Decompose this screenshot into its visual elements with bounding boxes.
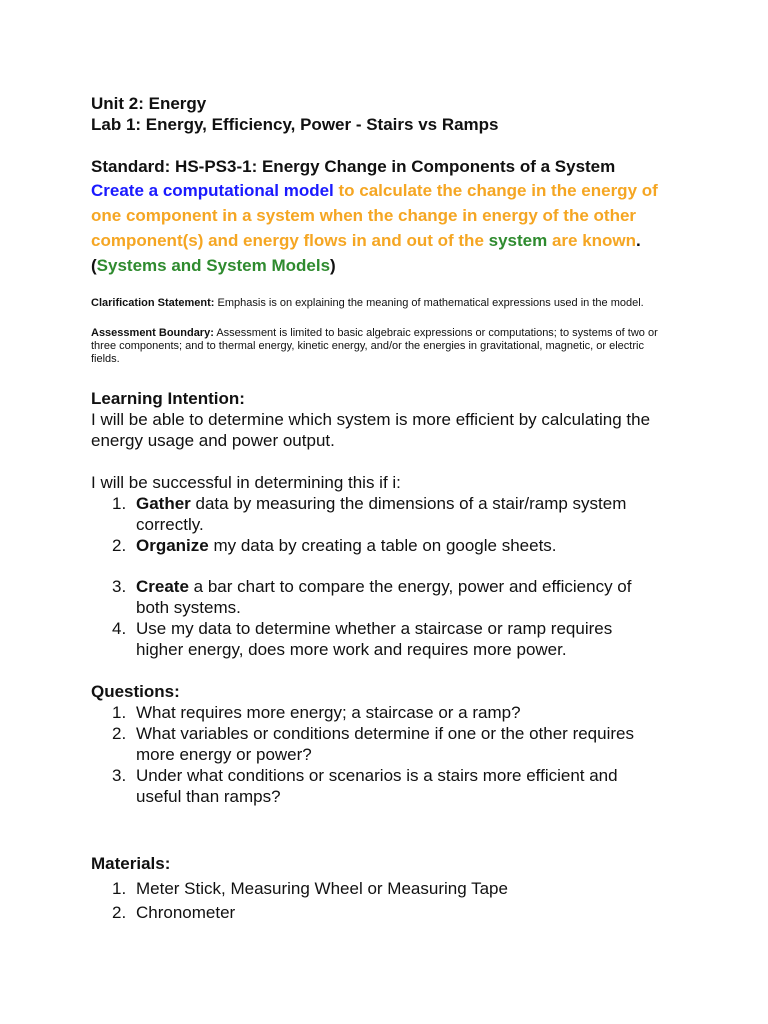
success-criteria-list-continued xyxy=(91,576,681,660)
assessment-text-3: fields. xyxy=(91,353,120,365)
standard-dci-text-3: component(s) and energy flows in and out of the xyxy=(91,231,489,250)
questions-list xyxy=(91,702,681,807)
list-item: 1. Gather data by measuring the dimensions of a stair/ramp system correctly. xyxy=(112,494,627,534)
clarification-statement xyxy=(91,297,691,310)
standard-statement xyxy=(91,178,701,278)
lab-title: Lab 1: Energy, Efficiency, Power - Stairs vs Ramps xyxy=(91,115,499,134)
standard-dci-text-1: to calculate the change in the energy of xyxy=(333,181,658,200)
clarification-text: Emphasis is on explaining the meaning of mathematical expressions used in the model. xyxy=(214,297,644,309)
standard-dci-text-2: one component in a system when the change in energy of the other xyxy=(91,206,637,225)
assessment-text-1: Assessment is limited to basic algebraic expressions or computations; to systems of two or xyxy=(213,327,658,339)
success-criteria-intro: I will be successful in determining this if i: xyxy=(91,473,401,492)
standard-period: . xyxy=(636,231,641,250)
standard-practice-text: Create a computational model xyxy=(91,181,334,200)
crosscutting-concept: Systems and System Models xyxy=(96,256,331,275)
list-item: 1. Meter Stick, Measuring Wheel or Measuring Tape xyxy=(112,879,508,898)
learning-intention-heading: Learning Intention: xyxy=(91,389,245,408)
standard-title: Standard: HS-PS3-1: Energy Change in Components of a System xyxy=(91,157,616,176)
assessment-boundary xyxy=(91,327,691,366)
learning-intention-line-2: energy usage and power output. xyxy=(91,431,335,450)
materials-heading: Materials: xyxy=(91,854,171,873)
crosscut-open-paren: ( xyxy=(91,256,97,275)
learning-intention-line-1: I will be able to determine which system is more efficient by calculating the xyxy=(91,410,651,429)
list-item: 2. What variables or conditions determine if one or the other requires more energy or power? xyxy=(112,724,634,764)
list-item: 1. What requires more energy; a staircase or a ramp? xyxy=(112,703,521,722)
assessment-label: Assessment Boundary: xyxy=(91,327,214,339)
list-item: 3. Create a bar chart to compare the energy, power and efficiency of both systems. xyxy=(112,577,632,617)
list-item: 4. Use my data to determine whether a staircase or ramp requires higher energy, does more work and requires more power. xyxy=(112,619,613,659)
standard-system-word: system xyxy=(488,231,548,250)
clarification-label: Clarification Statement: xyxy=(91,297,215,309)
questions-heading: Questions: xyxy=(91,682,180,701)
assessment-text-2: three components; and to thermal energy, kinetic energy, and/or the energies in gravitational, magnetic, or electric xyxy=(91,340,644,352)
success-criteria-list xyxy=(91,493,681,556)
list-item: 2. Chronometer xyxy=(112,903,236,922)
materials-list xyxy=(91,877,681,925)
list-item: 2. Organize my data by creating a table on google sheets. xyxy=(112,536,557,555)
list-item: 3. Under what conditions or scenarios is a stairs more efficient and useful than ramps? xyxy=(112,766,618,806)
standard-known-text: are known xyxy=(547,231,637,250)
unit-title: Unit 2: Energy xyxy=(91,94,207,113)
crosscut-close-paren: ) xyxy=(330,256,336,275)
